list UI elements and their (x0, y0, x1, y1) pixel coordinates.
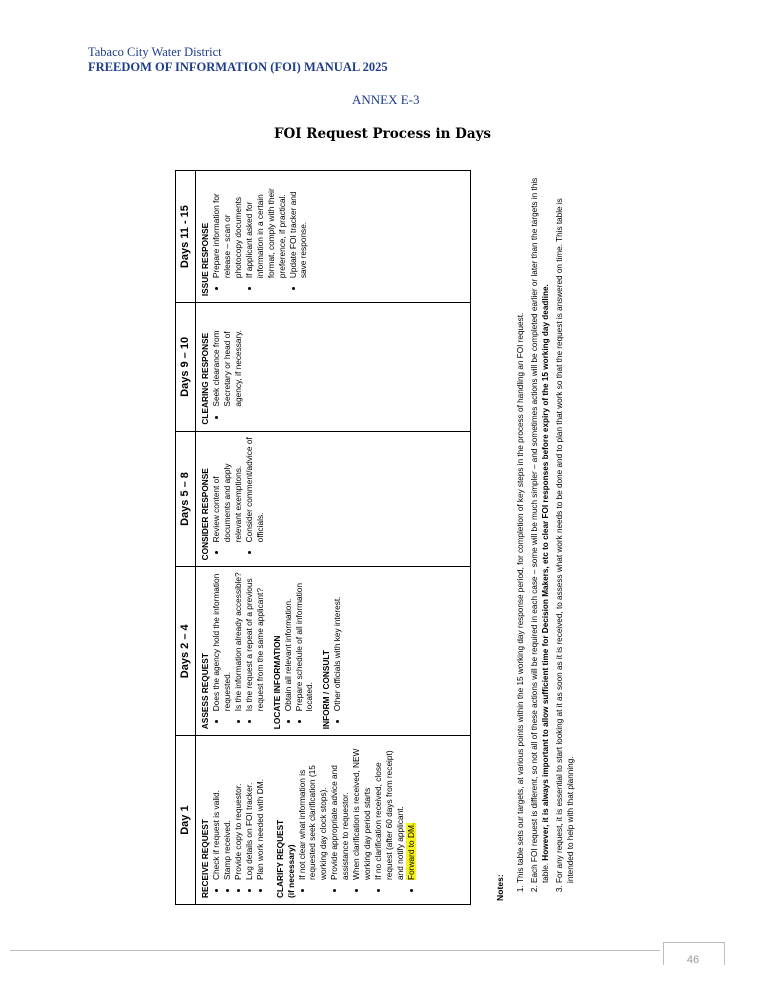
list-item (406, 740, 417, 880)
list-item: • Is the information already accessible? (233, 571, 244, 711)
section-receive-request: RECEIVE REQUEST (200, 819, 210, 898)
list-item: • Provide copy to requestor. (233, 740, 244, 880)
list-item: • Prepare schedule of all information located. (294, 571, 316, 711)
section-clarify-request (275, 740, 297, 898)
foi-process-table (175, 170, 471, 905)
section-issue-response: ISSUE RESPONSE (200, 222, 210, 297)
list-clarify-request (297, 740, 417, 898)
header-days-5-8: Days 5 – 8 (176, 431, 196, 567)
list-issue-response (211, 175, 309, 296)
table-header-row (176, 171, 196, 905)
list-item: • Seek clearance from Secretary or head of agency, if necessary. (211, 307, 244, 406)
list-item: • Stamp received. (222, 740, 233, 880)
list-item: • Prepare information for release – scan or photocopy documents (211, 175, 244, 278)
highlighted-text: Forward to DM. (405, 822, 416, 880)
section-clarify-subtitle: (if necessary) (285, 844, 296, 898)
list-locate-information (283, 571, 316, 729)
list-item: • Check if request is valid. (211, 740, 222, 880)
cell-days-11-15 (196, 171, 471, 303)
list-item: • Provide appropriate advice and assistance to requestor. (329, 740, 351, 880)
list-item: • Other officials with key interest. (332, 571, 343, 711)
list-item: • Review content of documents and apply relevant exemptions. (211, 436, 244, 543)
cell-days-5-8 (196, 431, 471, 567)
list-item: • Update FOI tracker and save response. (288, 175, 310, 278)
header-manual-title: FREEDOM OF INFORMATION (FOI) MANUAL 2025 (88, 60, 388, 74)
note-item (529, 166, 551, 883)
header-days-11-15: Days 11 - 15 (176, 171, 196, 303)
list-item: • Log details on FOI tracker. (244, 740, 255, 880)
cell-day-1 (196, 736, 471, 905)
page-number: 46 (686, 954, 700, 966)
section-clarify-title: CLARIFY REQUEST (274, 819, 285, 898)
table-row (196, 171, 471, 905)
note-item: 1. This table sets our targets, at various points within the 15 working day response period, for completion of key steps in the process of handling an FOI request. (515, 166, 526, 883)
list-item: • Obtain all relevant information. (283, 571, 294, 711)
note-2-text: Each FOI request is different, so not all of these actions will be required in each case – some will be much simpler – and sometimes actions will be completed earlier or later than the targets in this table. (529, 177, 550, 883)
note-item: 3. For any request, it is essential to start looking at it as soon as it is received, to assess what work needs to be done and to plan that work so that the request is answered on time. This table is intended to help with that planning. (554, 166, 576, 883)
header-day-1: Day 1 (176, 736, 196, 905)
list-item: • If applicant asked for information in a certain format, comply with their preference, if practical. (244, 175, 288, 278)
notes-list (515, 166, 576, 901)
header-days-2-4: Days 2 – 4 (176, 567, 196, 736)
header-days-9-10: Days 9 – 10 (176, 303, 196, 431)
footer-divider (10, 950, 660, 951)
list-item: • Is the request a repeat of a previous request from the same applicant? (244, 571, 266, 711)
list-inform-consult (332, 571, 343, 729)
section-consider-response: CONSIDER RESPONSE (200, 468, 210, 561)
list-item: • When clarification is received, NEW working day period starts (351, 740, 373, 880)
list-clearing-response (211, 307, 244, 424)
rotated-content (175, 170, 575, 905)
list-item: • Consider comment/advice of officials. (244, 436, 266, 543)
section-locate-information: LOCATE INFORMATION (271, 635, 282, 730)
cell-days-2-4 (196, 567, 471, 736)
notes-title: Notes: (495, 874, 505, 901)
list-item: • Does the agency hold the information requested. (211, 571, 233, 711)
list-item: • If no clarification received, close request (after 60 days from receipt) and notify applicant. (373, 740, 406, 880)
list-assess-request (211, 571, 266, 729)
page-title: FOI Request Process in Days (273, 126, 492, 142)
section-inform-consult: INFORM / CONSULT (321, 650, 332, 730)
note-2-emphasis: However, it is always important to allow sufficient time for Decision Makers, etc to clear FOI responses before expiry of the 15 working day deadline. (540, 284, 550, 861)
list-item: • Plan work needed with DM. (255, 740, 266, 880)
notes-section (495, 166, 576, 905)
section-clearing-response: CLEARING RESPONSE (200, 332, 210, 425)
list-consider-response (211, 436, 266, 561)
header-org: Tabaco City Water District (88, 45, 222, 59)
list-receive-request (211, 740, 266, 898)
cell-days-9-10 (196, 303, 471, 431)
annex-label: ANNEX E-3 (352, 92, 420, 107)
section-assess-request: ASSESS REQUEST (200, 653, 210, 730)
list-item: • If not clear what information is requested seek clarification (15 working day clock stops). (297, 740, 330, 880)
